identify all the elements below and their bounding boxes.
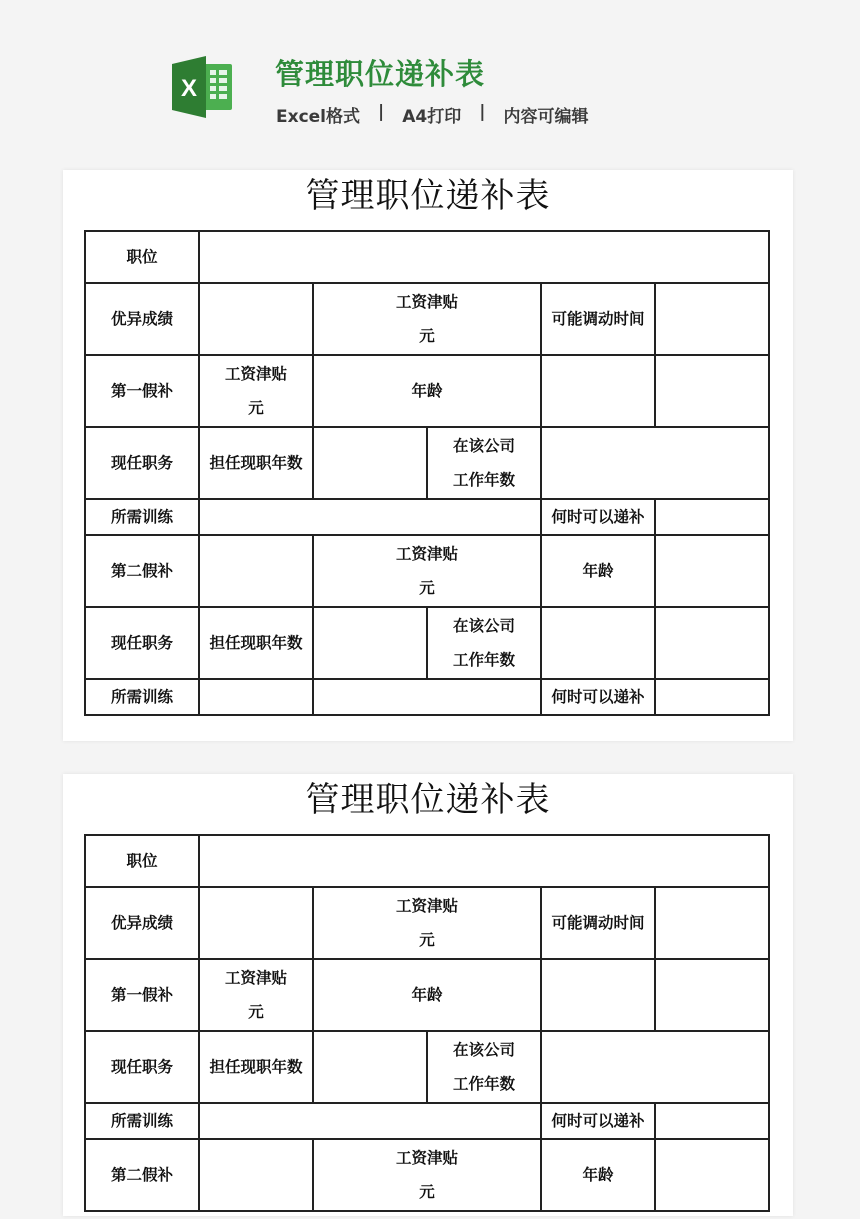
cell-text: 何时可以递补 [551, 508, 645, 526]
label-cell [313, 355, 541, 427]
label-cell [313, 535, 541, 607]
cell-text: 第一假补 [110, 382, 173, 400]
empty-cell[interactable] [199, 499, 541, 535]
label-cell [541, 679, 655, 715]
separator: | [378, 102, 385, 122]
cell-text: 工作年数 [452, 651, 515, 669]
label-cell [85, 231, 199, 283]
cell-text: 职位 [126, 248, 158, 266]
label-cell [85, 427, 199, 499]
empty-cell[interactable] [541, 959, 655, 1031]
empty-cell[interactable] [199, 679, 313, 715]
label-cell [199, 607, 313, 679]
cell-text: 可能调动时间 [551, 914, 645, 932]
cell-text: 担任现职年数 [209, 634, 303, 652]
label-cell [541, 1139, 655, 1211]
label-cell [85, 835, 199, 887]
empty-cell[interactable] [655, 535, 769, 607]
label-cell [313, 887, 541, 959]
cell-text: 优异成绩 [110, 310, 173, 328]
cell-text: 第一假补 [110, 986, 173, 1004]
cell-text: 优异成绩 [110, 914, 173, 932]
document-title: 管理职位递补表 [305, 780, 551, 820]
label-cell [541, 499, 655, 535]
empty-cell[interactable] [541, 355, 655, 427]
label-cell [85, 607, 199, 679]
label-cell [541, 887, 655, 959]
excel-logo-icon [172, 56, 234, 118]
empty-cell[interactable] [199, 1139, 313, 1211]
label-cell [313, 283, 541, 355]
cell-text: 现任职务 [110, 634, 173, 652]
cell-text: 年龄 [582, 562, 614, 580]
cell-text: 何时可以递补 [551, 688, 645, 706]
cell-text: 在该公司 [452, 617, 515, 635]
table-row [85, 1103, 769, 1139]
cell-text: 元 [419, 1183, 435, 1201]
table-row [85, 535, 769, 607]
document-title: 管理职位递补表 [305, 176, 551, 216]
table-row [85, 835, 769, 887]
table-row [85, 679, 769, 715]
empty-cell[interactable] [655, 959, 769, 1031]
empty-cell[interactable] [313, 1031, 427, 1103]
cell-text: 工资津贴 [395, 1149, 458, 1167]
cell-text: 工资津贴 [395, 293, 458, 311]
label-cell [85, 887, 199, 959]
table-row [85, 283, 769, 355]
empty-cell[interactable] [655, 679, 769, 715]
label-cell [85, 1031, 199, 1103]
empty-cell[interactable] [655, 1103, 769, 1139]
empty-cell[interactable] [655, 499, 769, 535]
cell-text: 工作年数 [452, 471, 515, 489]
label-cell [427, 1031, 541, 1103]
table-row [85, 607, 769, 679]
cell-text: 担任现职年数 [209, 1058, 303, 1076]
label-cell [85, 959, 199, 1031]
cell-text: 年龄 [411, 382, 443, 400]
table-row [85, 1139, 769, 1211]
empty-cell[interactable] [199, 283, 313, 355]
cell-text: 现任职务 [110, 1058, 173, 1076]
label-cell [85, 283, 199, 355]
empty-cell[interactable] [313, 679, 541, 715]
form-table [84, 834, 770, 1212]
print-label: A4打印 [402, 107, 462, 127]
cell-text: 年龄 [582, 1166, 614, 1184]
cell-text: 现任职务 [110, 454, 173, 472]
label-cell [313, 1139, 541, 1211]
cell-text: 职位 [126, 852, 158, 870]
empty-cell[interactable] [655, 283, 769, 355]
document-preview-page-1 [63, 170, 793, 741]
empty-cell[interactable] [313, 427, 427, 499]
empty-cell[interactable] [199, 1103, 541, 1139]
cell-text: 所需训练 [110, 508, 173, 526]
label-cell [85, 355, 199, 427]
document-preview-page-2 [63, 774, 793, 1216]
editable-label: 内容可编辑 [503, 107, 589, 127]
cell-text: 工资津贴 [224, 969, 287, 987]
table-row [85, 427, 769, 499]
form-table [84, 230, 770, 716]
empty-cell[interactable] [655, 887, 769, 959]
label-cell [85, 499, 199, 535]
logo-letter: X [180, 75, 198, 102]
label-cell [427, 427, 541, 499]
separator: | [479, 102, 486, 122]
label-cell [85, 679, 199, 715]
empty-cell[interactable] [541, 1031, 769, 1103]
empty-cell[interactable] [655, 607, 769, 679]
format-label: Excel格式 [276, 107, 361, 127]
cell-text: 可能调动时间 [551, 310, 645, 328]
label-cell [313, 959, 541, 1031]
cell-text: 元 [419, 327, 435, 345]
label-cell [85, 1103, 199, 1139]
label-cell [541, 283, 655, 355]
cell-text: 在该公司 [452, 1041, 515, 1059]
cell-text: 年龄 [411, 986, 443, 1004]
empty-cell[interactable] [199, 535, 313, 607]
cell-text: 担任现职年数 [209, 454, 303, 472]
cell-text: 在该公司 [452, 437, 515, 455]
empty-cell[interactable] [313, 607, 427, 679]
header-title: 管理职位递补表 [275, 57, 486, 91]
table-row [85, 887, 769, 959]
cell-text: 元 [248, 1003, 264, 1021]
cell-text: 工作年数 [452, 1075, 515, 1093]
cell-text: 所需训练 [110, 1112, 173, 1130]
empty-cell[interactable] [655, 1139, 769, 1211]
cell-text: 元 [419, 931, 435, 949]
label-cell [85, 1139, 199, 1211]
label-cell [199, 959, 313, 1031]
header [0, 0, 860, 170]
empty-cell[interactable] [199, 835, 769, 887]
cell-text: 第二假补 [110, 562, 173, 580]
table-row [85, 499, 769, 535]
empty-cell[interactable] [541, 607, 655, 679]
table-row [85, 231, 769, 283]
cell-text: 所需训练 [110, 688, 173, 706]
cell-text: 何时可以递补 [551, 1112, 645, 1130]
table-row [85, 1031, 769, 1103]
label-cell [85, 535, 199, 607]
empty-cell[interactable] [199, 887, 313, 959]
label-cell [199, 427, 313, 499]
cell-text: 第二假补 [110, 1166, 173, 1184]
table-row [85, 959, 769, 1031]
empty-cell[interactable] [655, 355, 769, 427]
table-row [85, 355, 769, 427]
cell-text: 工资津贴 [224, 365, 287, 383]
label-cell [541, 1103, 655, 1139]
cell-text: 工资津贴 [395, 545, 458, 563]
label-cell [541, 535, 655, 607]
cell-text: 元 [248, 399, 264, 417]
empty-cell[interactable] [199, 231, 769, 283]
empty-cell[interactable] [541, 427, 769, 499]
label-cell [199, 355, 313, 427]
cell-text: 元 [419, 579, 435, 597]
header-subtitle [276, 102, 588, 127]
label-cell [427, 607, 541, 679]
cell-text: 工资津贴 [395, 897, 458, 915]
label-cell [199, 1031, 313, 1103]
